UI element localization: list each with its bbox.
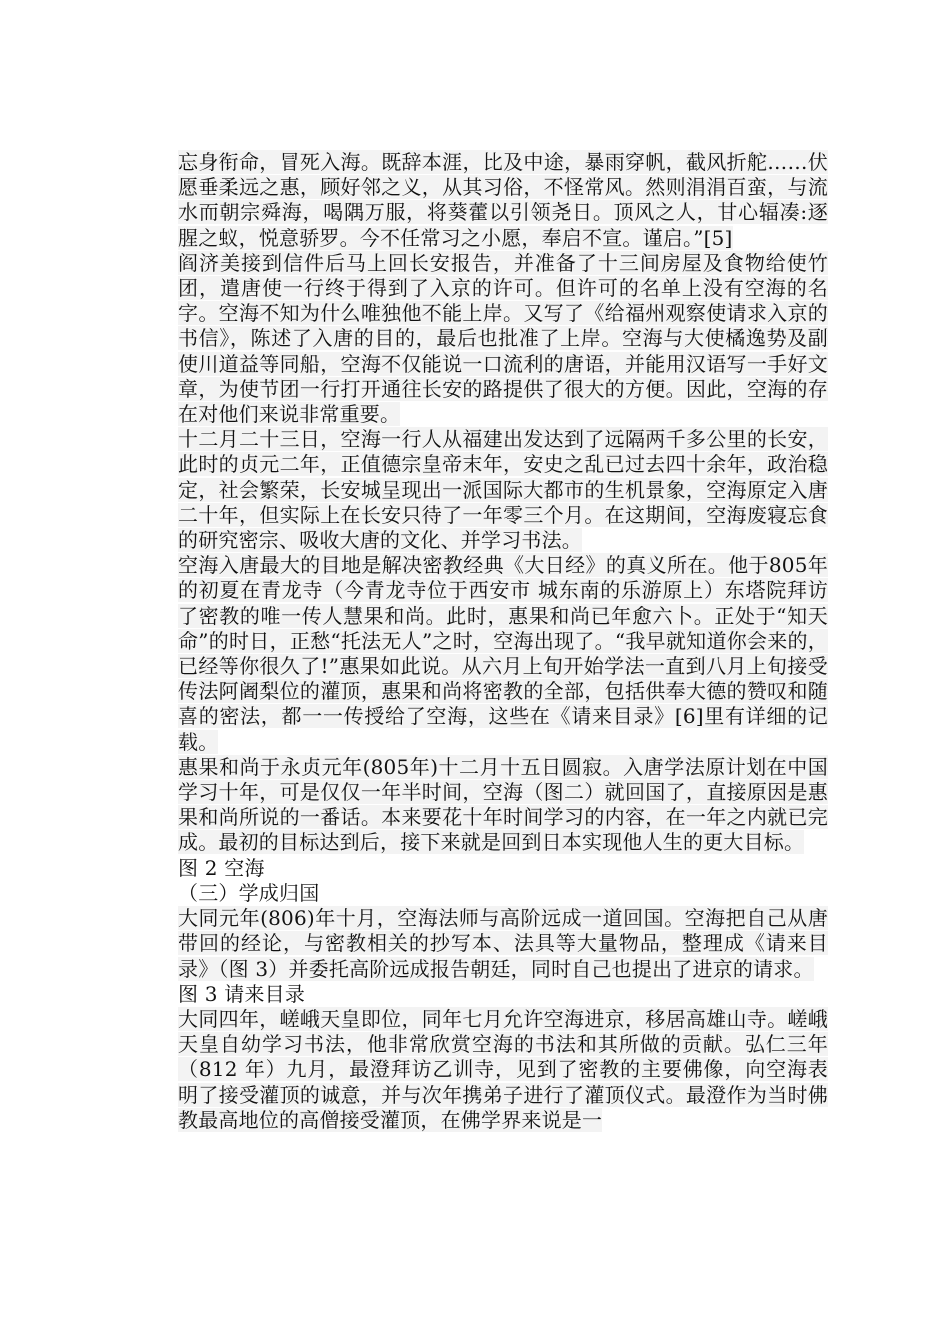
paragraph-text: 大同四年，嵯峨天皇即位，同年七月允许空海进京，移居高雄山寺。嵯峨天皇自幼学习书法，他非常欣赏空海的书法和其所做的贡献。弘仁三年（812 年）九月，最澄拜访乙训寺，见到了密教的主要佛像，向空海表明了接受灌顶的诚意，并与次年携弟子进行了灌顶仪式。最澄作为当时佛教最高地位的高僧接受灌顶，在佛学界来说是一	[178, 1006, 828, 1132]
paragraph-text: 惠果和尚于永贞元年(805年)十二月十五日圆寂。入唐学法原计划在中国学习十年，可是仅仅一年半时间，空海（图二）就回国了，直接原因是惠果和尚所说的一番话。本来要花十年时间学习的内容，在一年之内就已完成。最初的目标达到后，接下来就是回到日本实现他人生的更大目标。	[178, 754, 828, 855]
paragraph-huiguo-meeting	[178, 553, 828, 755]
paragraph-return-home	[178, 906, 828, 982]
paragraph-saga-emperor	[178, 1007, 828, 1133]
paragraph-text: 忘身衔命，冒死入海。既辞本涯，比及中途，暴雨穿帆，截风折舵……伏愿垂柔远之惠，顾好邻之义，从其习俗，不怪常风。然则涓涓百蛮，与流水而朝宗舜海，喝隅万服，将葵藿以引领尧日。顶风之人，甘心辐凑:逐腥之蚁，悦意骄罗。今不任常习之小愿，奉启不宣。谨启。”[5]	[178, 150, 828, 250]
paragraph-huiguo-death	[178, 755, 828, 856]
paragraph-text: 大同元年(806)年十月，空海法师与高阶远成一道回国。空海把自己从唐带回的经论，与密教相关的抄写本、法具等大量物品，整理成《请来目录》（图 3）并委托高阶远成报告朝廷，同时自己也提出了进京的请求。	[178, 906, 828, 981]
paragraph-arrival-changan	[178, 427, 828, 553]
paragraph-letter-excerpt	[178, 150, 828, 251]
figure-caption-3: 图 3 请来目录	[178, 981, 306, 1006]
paragraph-text: 空海入唐最大的目地是解决密教经典《大日经》的真义所在。他于805年的初夏在青龙寺（今青龙寺位于西安市 城东南的乐游原上）东塔院拜访了密教的唯一传人慧果和尚。此时，惠果和尚已年愈六卜。正处于“知天命”的时日，正愁“托法无人”之时，空海出现了。“我早就知道你会来的，已经等你很久了!”惠果如此说。从六月上旬开始学法一直到八月上旬接受传法阿阇梨位的灌顶，惠果和尚将密教的全部，包括供奉大德的赞叹和随喜的密法，都一一传授给了空海，这些在《请来目录》[6]里有详细的记载。	[178, 553, 828, 754]
paragraph-entry-permission	[178, 251, 828, 427]
section-heading: （三）学成归国	[178, 880, 320, 905]
paragraph-text: 十二月二十三日，空海一行人从福建出发达到了远隔两千多公里的长安，此时的贞元二年，正值德宗皇帝末年，安史之乱已过去四十余年，政治稳定，社会繁荣，长安城呈现出一派国际大都市的生机景象，空海原定入唐二十年，但实际上在长安只待了一年零三个月。在这期间，空海废寝忘食的研究密宗、吸收大唐的文化、并学习书法。	[178, 427, 828, 553]
paragraph-text: 阎济美接到信件后马上回长安报告，并准备了十三间房屋及食物给使竹团，遣唐使一行终于得到了入京的许可。但许可的名单上没有空海的名字。空海不知为什么唯独他不能上岸。又写了《给福州观察使请求入京的书信》，陈述了入唐的目的，最后也批准了上岸。空海与大使橘逸势及副使川道益等同船，空海不仅能说一口流利的唐语，并能用汉语写一手好文章，为使节团一行打开通往长安的路提供了很大的方便。因此，空海的存在对他们来说非常重要。	[178, 250, 828, 427]
document-body	[178, 150, 828, 1133]
figure-caption-2: 图 2 空海	[178, 855, 265, 880]
